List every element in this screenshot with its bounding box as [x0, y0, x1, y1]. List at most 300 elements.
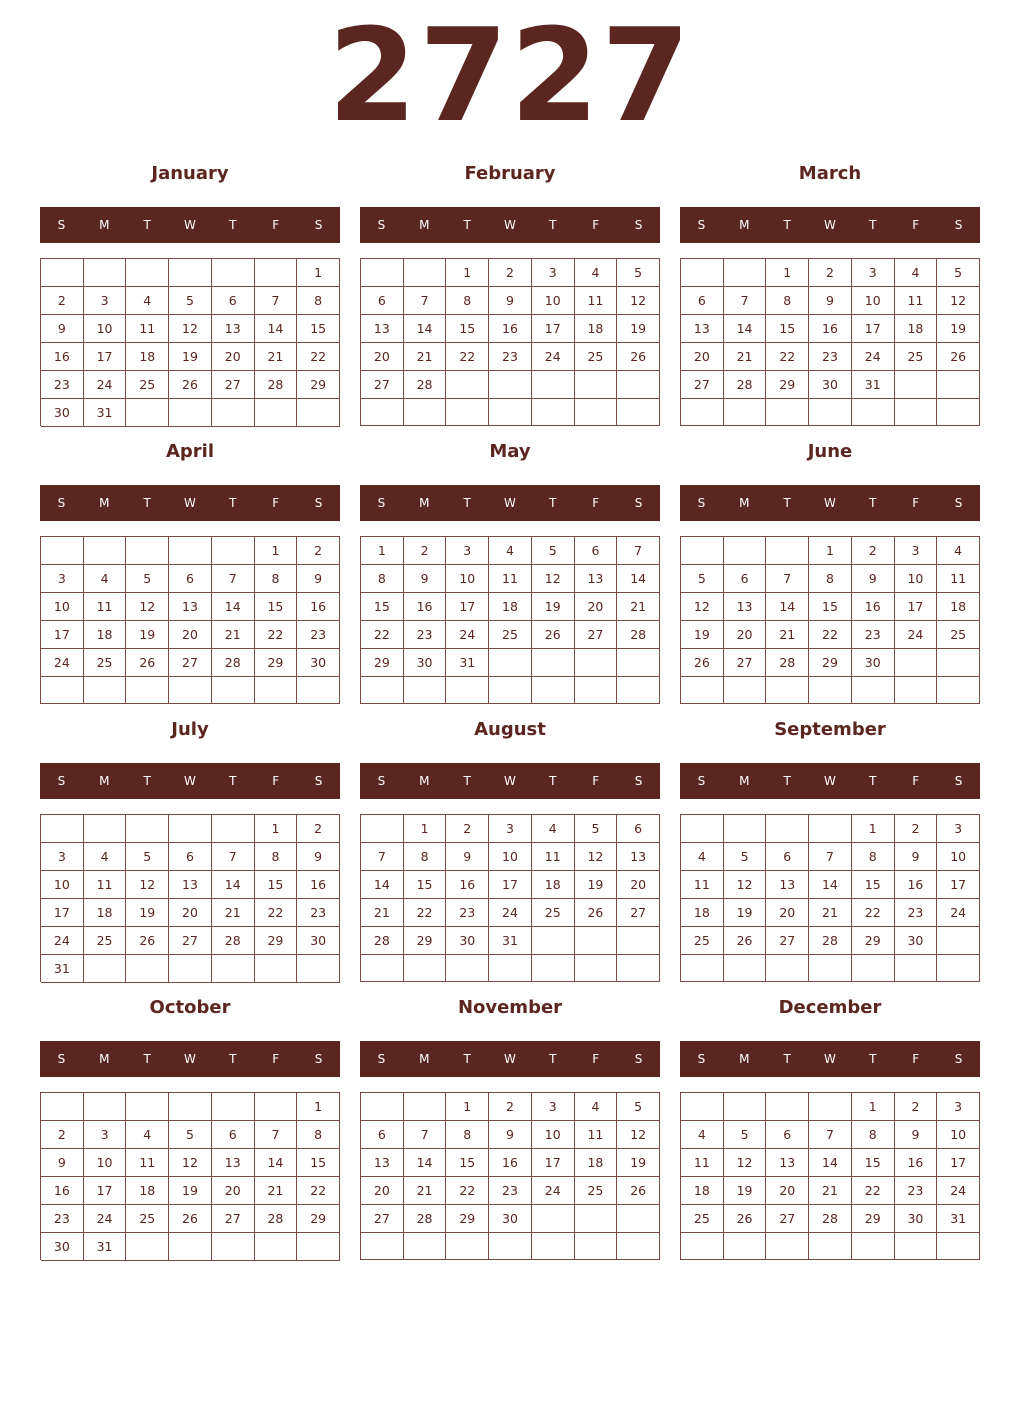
- day-cell: 6: [724, 565, 767, 593]
- day-cell: 15: [446, 1149, 489, 1177]
- day-cell: 10: [41, 593, 84, 621]
- day-cell: 5: [724, 1121, 767, 1149]
- empty-day-cell: [212, 399, 255, 427]
- day-cell: 19: [126, 621, 169, 649]
- weekday-header: [680, 485, 980, 521]
- day-cell: 1: [255, 537, 298, 565]
- empty-day-cell: [575, 371, 618, 399]
- empty-day-cell: [446, 955, 489, 982]
- day-cell: 5: [617, 259, 660, 287]
- empty-day-cell: [681, 815, 724, 843]
- year-title: 2727: [327, 2, 693, 151]
- weekday-label: F: [912, 774, 920, 788]
- empty-day-cell: [255, 399, 298, 427]
- day-cell: 30: [297, 649, 340, 677]
- empty-day-cell: [361, 955, 404, 982]
- day-cell: 29: [404, 927, 447, 955]
- day-cell: 26: [169, 371, 212, 399]
- empty-day-cell: [169, 1233, 212, 1261]
- empty-day-cell: [169, 955, 212, 983]
- weekday-label: F: [592, 496, 600, 510]
- empty-day-cell: [937, 927, 980, 955]
- empty-day-cell: [809, 1233, 852, 1260]
- empty-day-cell: [937, 1233, 980, 1260]
- day-cell: 26: [126, 927, 169, 955]
- weekday-label: T: [143, 1052, 151, 1066]
- day-cell: 4: [895, 259, 938, 287]
- weekday-label: S: [697, 218, 706, 232]
- day-cell: 22: [852, 899, 895, 927]
- day-cell: 19: [169, 343, 212, 371]
- weekday-label: S: [314, 218, 323, 232]
- day-cell: 1: [809, 537, 852, 565]
- empty-day-cell: [681, 677, 724, 704]
- day-cell: 30: [446, 927, 489, 955]
- day-cell: 4: [681, 1121, 724, 1149]
- day-cell: 21: [809, 1177, 852, 1205]
- day-cell: 23: [297, 899, 340, 927]
- day-cell: 3: [84, 1121, 127, 1149]
- day-cell: 18: [681, 1177, 724, 1205]
- day-cell: 3: [41, 843, 84, 871]
- month-name: March: [798, 163, 862, 184]
- day-cell: 8: [852, 1121, 895, 1149]
- day-cell: 22: [297, 1177, 340, 1205]
- day-cell: 31: [852, 371, 895, 399]
- day-cell: 14: [809, 871, 852, 899]
- empty-day-cell: [297, 1233, 340, 1261]
- day-cell: 7: [361, 843, 404, 871]
- empty-day-cell: [126, 399, 169, 427]
- empty-day-cell: [724, 955, 767, 982]
- day-cell: 2: [297, 537, 340, 565]
- day-cell: 16: [446, 871, 489, 899]
- empty-day-cell: [297, 399, 340, 427]
- day-cell: 25: [126, 1205, 169, 1233]
- empty-day-cell: [297, 955, 340, 983]
- day-cell: 13: [575, 565, 618, 593]
- empty-day-cell: [255, 1233, 298, 1261]
- weekday-label: T: [549, 774, 557, 788]
- empty-day-cell: [617, 955, 660, 982]
- day-cell: 2: [895, 815, 938, 843]
- weekday-header: [40, 1041, 340, 1077]
- day-cell: 11: [575, 1121, 618, 1149]
- day-cell: 8: [852, 843, 895, 871]
- day-cell: 27: [575, 621, 618, 649]
- day-cell: 4: [126, 287, 169, 315]
- empty-day-cell: [255, 259, 298, 287]
- empty-day-cell: [212, 955, 255, 983]
- day-cell: 19: [617, 1149, 660, 1177]
- day-cell: 25: [532, 899, 575, 927]
- day-cell: 10: [895, 565, 938, 593]
- day-cell: 30: [895, 1205, 938, 1233]
- day-cell: 14: [724, 315, 767, 343]
- empty-day-cell: [895, 677, 938, 704]
- day-cell: 14: [212, 871, 255, 899]
- day-cell: 13: [212, 315, 255, 343]
- day-cell: 28: [404, 371, 447, 399]
- empty-day-cell: [532, 927, 575, 955]
- day-cell: 7: [404, 287, 447, 315]
- empty-day-cell: [681, 955, 724, 982]
- day-cell: 13: [766, 871, 809, 899]
- empty-day-cell: [617, 927, 660, 955]
- day-cell: 23: [404, 621, 447, 649]
- day-cell: 13: [724, 593, 767, 621]
- weekday-label: S: [954, 218, 963, 232]
- day-cell: 19: [937, 315, 980, 343]
- weekday-label: S: [57, 496, 66, 510]
- empty-day-cell: [126, 537, 169, 565]
- day-cell: 22: [255, 899, 298, 927]
- empty-day-cell: [724, 259, 767, 287]
- weekday-label: T: [229, 1052, 237, 1066]
- day-cell: 3: [532, 1093, 575, 1121]
- day-cell: 10: [84, 1149, 127, 1177]
- empty-day-cell: [617, 1233, 660, 1260]
- day-cell: 25: [575, 1177, 618, 1205]
- empty-day-cell: [212, 1093, 255, 1121]
- day-grid: [40, 1092, 340, 1260]
- empty-day-cell: [532, 677, 575, 704]
- weekday-label: T: [783, 496, 791, 510]
- day-cell: 3: [532, 259, 575, 287]
- weekday-label: T: [869, 1052, 877, 1066]
- day-cell: 14: [212, 593, 255, 621]
- empty-day-cell: [84, 815, 127, 843]
- weekday-label: F: [272, 218, 280, 232]
- empty-day-cell: [766, 399, 809, 426]
- day-cell: 3: [895, 537, 938, 565]
- day-cell: 8: [766, 287, 809, 315]
- day-cell: 12: [169, 315, 212, 343]
- day-cell: 30: [489, 1205, 532, 1233]
- day-cell: 25: [575, 343, 618, 371]
- day-cell: 2: [809, 259, 852, 287]
- day-cell: 30: [297, 927, 340, 955]
- day-cell: 22: [361, 621, 404, 649]
- month-name: November: [457, 997, 563, 1018]
- day-cell: 15: [446, 315, 489, 343]
- month-name: October: [149, 997, 231, 1018]
- day-cell: 11: [681, 1149, 724, 1177]
- day-cell: 23: [489, 1177, 532, 1205]
- empty-day-cell: [41, 259, 84, 287]
- empty-day-cell: [84, 1093, 127, 1121]
- empty-day-cell: [724, 815, 767, 843]
- empty-day-cell: [532, 371, 575, 399]
- day-cell: 15: [361, 593, 404, 621]
- day-cell: 23: [809, 343, 852, 371]
- day-cell: 27: [361, 1205, 404, 1233]
- day-cell: 23: [446, 899, 489, 927]
- day-cell: 7: [766, 565, 809, 593]
- empty-day-cell: [575, 1205, 618, 1233]
- day-cell: 16: [297, 871, 340, 899]
- day-cell: 23: [41, 371, 84, 399]
- day-cell: 3: [84, 287, 127, 315]
- day-cell: 6: [361, 1121, 404, 1149]
- day-cell: 25: [126, 371, 169, 399]
- day-cell: 6: [681, 287, 724, 315]
- empty-day-cell: [404, 1233, 447, 1260]
- weekday-label: T: [549, 496, 557, 510]
- empty-day-cell: [361, 1093, 404, 1121]
- day-cell: 11: [575, 287, 618, 315]
- empty-day-cell: [937, 677, 980, 704]
- weekday-label: S: [377, 218, 386, 232]
- day-cell: 30: [41, 399, 84, 427]
- day-cell: 24: [937, 1177, 980, 1205]
- weekday-label: T: [463, 774, 471, 788]
- day-cell: 3: [937, 815, 980, 843]
- weekday-header: [360, 1041, 660, 1077]
- day-cell: 13: [361, 1149, 404, 1177]
- empty-day-cell: [681, 1233, 724, 1260]
- day-cell: 30: [852, 649, 895, 677]
- day-cell: 13: [212, 1149, 255, 1177]
- day-cell: 9: [809, 287, 852, 315]
- empty-day-cell: [575, 677, 618, 704]
- day-cell: 15: [255, 593, 298, 621]
- empty-day-cell: [575, 1233, 618, 1260]
- day-cell: 22: [852, 1177, 895, 1205]
- empty-day-cell: [809, 1093, 852, 1121]
- day-cell: 19: [169, 1177, 212, 1205]
- day-cell: 5: [126, 843, 169, 871]
- day-cell: 24: [84, 371, 127, 399]
- empty-day-cell: [575, 399, 618, 426]
- day-cell: 9: [895, 1121, 938, 1149]
- day-cell: 4: [575, 1093, 618, 1121]
- day-cell: 6: [212, 1121, 255, 1149]
- empty-day-cell: [41, 677, 84, 704]
- day-cell: 27: [724, 649, 767, 677]
- weekday-header: [680, 1041, 980, 1077]
- day-cell: 17: [41, 899, 84, 927]
- weekday-label: S: [634, 774, 643, 788]
- day-cell: 11: [84, 871, 127, 899]
- day-cell: 18: [489, 593, 532, 621]
- empty-day-cell: [84, 677, 127, 704]
- empty-day-cell: [852, 399, 895, 426]
- day-cell: 28: [255, 1205, 298, 1233]
- day-cell: 31: [84, 1233, 127, 1261]
- day-cell: 21: [404, 1177, 447, 1205]
- day-cell: 27: [361, 371, 404, 399]
- empty-day-cell: [895, 399, 938, 426]
- day-cell: 30: [895, 927, 938, 955]
- day-cell: 18: [126, 343, 169, 371]
- weekday-label: W: [504, 1052, 516, 1066]
- weekday-label: W: [504, 774, 516, 788]
- empty-day-cell: [212, 1233, 255, 1261]
- weekday-label: T: [549, 218, 557, 232]
- day-cell: 31: [84, 399, 127, 427]
- day-cell: 25: [937, 621, 980, 649]
- weekday-label: S: [57, 774, 66, 788]
- empty-day-cell: [724, 537, 767, 565]
- day-cell: 24: [895, 621, 938, 649]
- weekday-label: F: [272, 774, 280, 788]
- day-cell: 7: [404, 1121, 447, 1149]
- day-cell: 10: [937, 1121, 980, 1149]
- day-cell: 6: [575, 537, 618, 565]
- day-grid: [680, 258, 980, 426]
- day-cell: 15: [297, 1149, 340, 1177]
- day-cell: 19: [681, 621, 724, 649]
- day-cell: 22: [766, 343, 809, 371]
- day-cell: 18: [681, 899, 724, 927]
- empty-day-cell: [361, 677, 404, 704]
- day-cell: 26: [532, 621, 575, 649]
- day-cell: 1: [404, 815, 447, 843]
- day-cell: 29: [809, 649, 852, 677]
- weekday-label: S: [954, 496, 963, 510]
- day-cell: 5: [126, 565, 169, 593]
- weekday-label: S: [954, 1052, 963, 1066]
- weekday-header: [40, 763, 340, 799]
- empty-day-cell: [84, 259, 127, 287]
- empty-day-cell: [169, 399, 212, 427]
- day-cell: 16: [895, 1149, 938, 1177]
- weekday-label: W: [184, 218, 196, 232]
- day-cell: 29: [255, 927, 298, 955]
- weekday-label: T: [463, 1052, 471, 1066]
- day-cell: 26: [681, 649, 724, 677]
- weekday-label: S: [314, 1052, 323, 1066]
- empty-day-cell: [489, 649, 532, 677]
- empty-day-cell: [766, 815, 809, 843]
- day-cell: 24: [532, 343, 575, 371]
- day-cell: 2: [446, 815, 489, 843]
- empty-day-cell: [895, 371, 938, 399]
- day-cell: 11: [84, 593, 127, 621]
- day-cell: 27: [766, 927, 809, 955]
- day-cell: 4: [126, 1121, 169, 1149]
- day-cell: 29: [255, 649, 298, 677]
- day-cell: 21: [724, 343, 767, 371]
- day-cell: 3: [937, 1093, 980, 1121]
- weekday-label: T: [783, 1052, 791, 1066]
- empty-day-cell: [681, 537, 724, 565]
- day-cell: 7: [212, 843, 255, 871]
- day-cell: 14: [404, 315, 447, 343]
- day-cell: 18: [575, 1149, 618, 1177]
- day-cell: 12: [575, 843, 618, 871]
- day-cell: 18: [575, 315, 618, 343]
- weekday-label: T: [869, 218, 877, 232]
- day-cell: 17: [489, 871, 532, 899]
- day-grid: [360, 536, 660, 704]
- day-cell: 6: [169, 843, 212, 871]
- day-cell: 5: [681, 565, 724, 593]
- day-cell: 20: [212, 1177, 255, 1205]
- day-cell: 1: [852, 815, 895, 843]
- day-cell: 17: [41, 621, 84, 649]
- day-cell: 26: [724, 1205, 767, 1233]
- empty-day-cell: [937, 399, 980, 426]
- weekday-label: W: [824, 1052, 836, 1066]
- empty-day-cell: [724, 1093, 767, 1121]
- day-cell: 25: [489, 621, 532, 649]
- day-cell: 9: [489, 287, 532, 315]
- day-cell: 20: [212, 343, 255, 371]
- weekday-label: S: [377, 774, 386, 788]
- day-cell: 15: [404, 871, 447, 899]
- weekday-label: T: [783, 218, 791, 232]
- empty-day-cell: [126, 815, 169, 843]
- empty-day-cell: [809, 815, 852, 843]
- empty-day-cell: [446, 1233, 489, 1260]
- weekday-label: T: [463, 496, 471, 510]
- day-cell: 4: [937, 537, 980, 565]
- weekday-label: S: [634, 218, 643, 232]
- weekday-label: S: [377, 1052, 386, 1066]
- day-cell: 8: [361, 565, 404, 593]
- empty-day-cell: [404, 399, 447, 426]
- day-cell: 14: [404, 1149, 447, 1177]
- day-cell: 8: [446, 1121, 489, 1149]
- empty-day-cell: [255, 677, 298, 704]
- day-cell: 25: [681, 1205, 724, 1233]
- day-cell: 7: [255, 287, 298, 315]
- empty-day-cell: [361, 815, 404, 843]
- empty-day-cell: [766, 537, 809, 565]
- day-cell: 17: [532, 1149, 575, 1177]
- day-grid: [360, 258, 660, 426]
- day-cell: 5: [169, 1121, 212, 1149]
- empty-day-cell: [404, 1093, 447, 1121]
- day-cell: 27: [212, 371, 255, 399]
- weekday-label: W: [504, 496, 516, 510]
- day-cell: 5: [575, 815, 618, 843]
- day-cell: 6: [212, 287, 255, 315]
- empty-day-cell: [361, 399, 404, 426]
- day-cell: 7: [809, 843, 852, 871]
- weekday-label: T: [229, 496, 237, 510]
- day-cell: 19: [617, 315, 660, 343]
- weekday-label: S: [634, 1052, 643, 1066]
- day-cell: 18: [84, 899, 127, 927]
- day-cell: 16: [489, 1149, 532, 1177]
- day-cell: 24: [532, 1177, 575, 1205]
- empty-day-cell: [617, 677, 660, 704]
- day-grid: [40, 536, 340, 704]
- empty-day-cell: [446, 371, 489, 399]
- empty-day-cell: [212, 537, 255, 565]
- weekday-label: S: [634, 496, 643, 510]
- weekday-label: T: [869, 774, 877, 788]
- day-cell: 23: [297, 621, 340, 649]
- day-cell: 18: [84, 621, 127, 649]
- day-cell: 1: [446, 1093, 489, 1121]
- day-cell: 7: [724, 287, 767, 315]
- day-cell: 11: [681, 871, 724, 899]
- day-cell: 13: [766, 1149, 809, 1177]
- day-cell: 21: [212, 621, 255, 649]
- empty-day-cell: [852, 955, 895, 982]
- weekday-label: M: [739, 1052, 750, 1066]
- day-cell: 14: [255, 315, 298, 343]
- day-cell: 14: [617, 565, 660, 593]
- day-cell: 20: [766, 1177, 809, 1205]
- day-cell: 23: [41, 1205, 84, 1233]
- empty-day-cell: [126, 1093, 169, 1121]
- day-cell: 24: [41, 649, 84, 677]
